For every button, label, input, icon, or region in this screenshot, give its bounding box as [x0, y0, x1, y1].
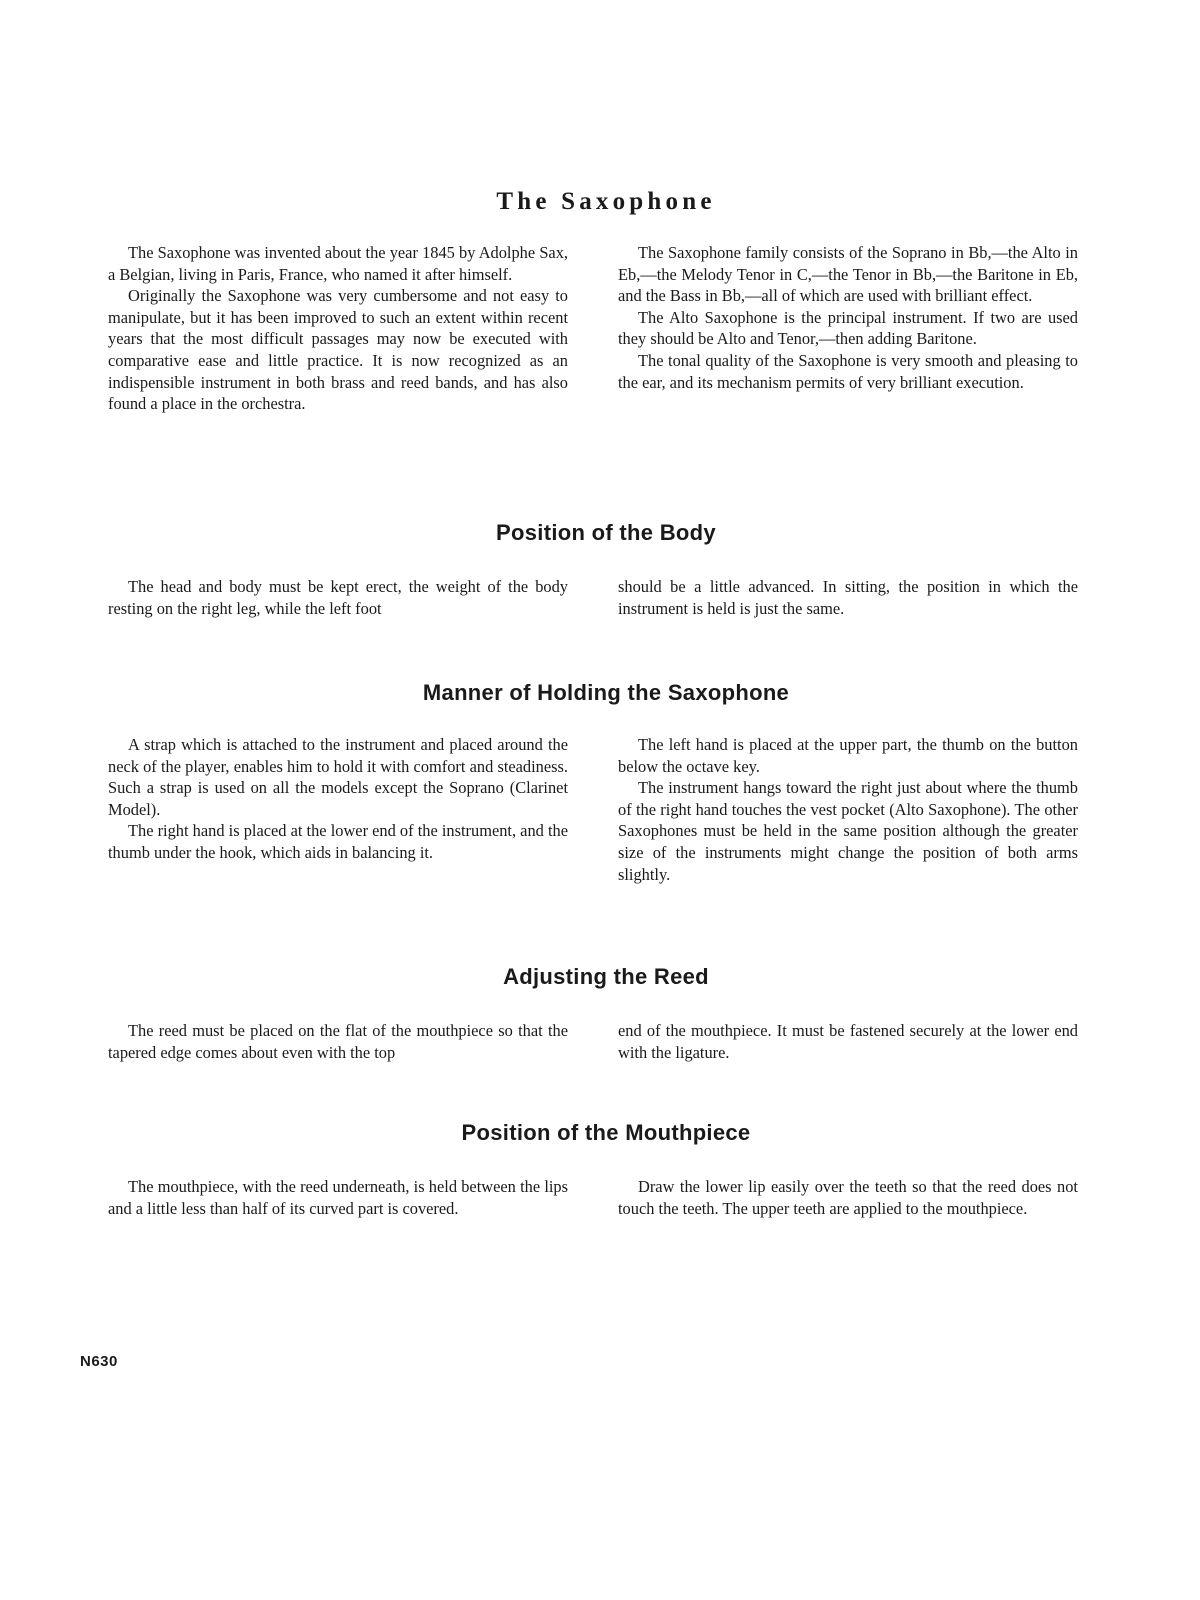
- paragraph: The left hand is placed at the upper part, the thumb on the button below the octave key.: [618, 735, 1078, 776]
- section-the-saxophone: [108, 188, 1104, 468]
- right-column: [618, 734, 1078, 885]
- section-position-of-the-body: [108, 520, 1104, 630]
- paragraph: The tonal quality of the Saxophone is very smooth and pleasing to the ear, and its mechanism permits of very brilliant execution.: [618, 350, 1078, 392]
- paragraph: The Alto Saxophone is the principal instrument. If two are used they should be Alto and Tenor,—then adding Baritone.: [618, 307, 1078, 349]
- section-manner-of-holding: [108, 680, 1104, 920]
- section-title: Position of the Mouthpiece: [461, 1120, 751, 1145]
- left-column: [108, 1020, 568, 1063]
- paragraph: The right hand is placed at the lower end of the instrument, and the thumb under the hook, which aids in balancing it.: [108, 821, 568, 862]
- paragraph: The instrument hangs toward the right just about where the thumb of the right hand touches the vest pocket (Alto Saxophone). The other Saxophones must be held in the same position although the greater size of the instruments might change the position of both arms slightly.: [618, 778, 1078, 884]
- section-adjusting-the-reed: [108, 964, 1104, 1074]
- paragraph: The mouthpiece, with the reed underneath, is held between the lips and a little less than half of its curved part is covered.: [108, 1177, 568, 1218]
- paragraph: The reed must be placed on the flat of the mouthpiece so that the tapered edge comes about even with the top: [108, 1021, 568, 1062]
- right-column: [618, 1020, 1078, 1063]
- paragraph: The head and body must be kept erect, the weight of the body resting on the right leg, while the left foot: [108, 577, 568, 618]
- left-column: [108, 242, 568, 415]
- paragraph: A strap which is attached to the instrument and placed around the neck of the player, enables him to hold it with comfort and steadiness. Such a strap is used on all the models except the Soprano (Clarinet Model).: [108, 735, 568, 819]
- right-column: [618, 1176, 1078, 1219]
- right-column: [618, 576, 1078, 619]
- paragraph: Draw the lower lip easily over the teeth so that the reed does not touch the teeth. The upper teeth are applied to the mouthpiece.: [618, 1177, 1078, 1218]
- section-title: Adjusting the Reed: [503, 964, 709, 989]
- left-column: [108, 734, 568, 864]
- paragraph: The Saxophone was invented about the year 1845 by Adolphe Sax, a Belgian, living in Paris, France, who named it after himself.: [108, 243, 568, 284]
- paragraph: should be a little advanced. In sitting, the position in which the instrument is held is just the same.: [618, 577, 1078, 618]
- paragraph: Originally the Saxophone was very cumbersome and not easy to manipulate, but it has been improved to such an extent within recent years that the most difficult passages may now be executed with comparative ease and little practice. It is now recognized as an indispensible instrument in both brass and reed bands, and has also found a place in the orchestra.: [108, 286, 568, 414]
- left-column: [108, 1176, 568, 1219]
- left-column: [108, 576, 568, 619]
- section-position-of-the-mouthpiece: [108, 1120, 1104, 1260]
- section-title: Position of the Body: [496, 520, 716, 545]
- section-title: Manner of Holding the Saxophone: [422, 680, 790, 705]
- page-code: N630: [80, 1353, 118, 1370]
- paragraph: The Saxophone family consists of the Soprano in Bb,—the Alto in Eb,—the Melody Tenor in C,—the Tenor in Bb,—the Baritone in Eb, and the Bass in Bb,—all of which are used with brilliant effect.: [618, 243, 1078, 306]
- paragraph: end of the mouthpiece. It must be fastened securely at the lower end with the ligature.: [618, 1021, 1078, 1062]
- section-title: The Saxophone: [496, 188, 716, 215]
- right-column: [618, 242, 1078, 393]
